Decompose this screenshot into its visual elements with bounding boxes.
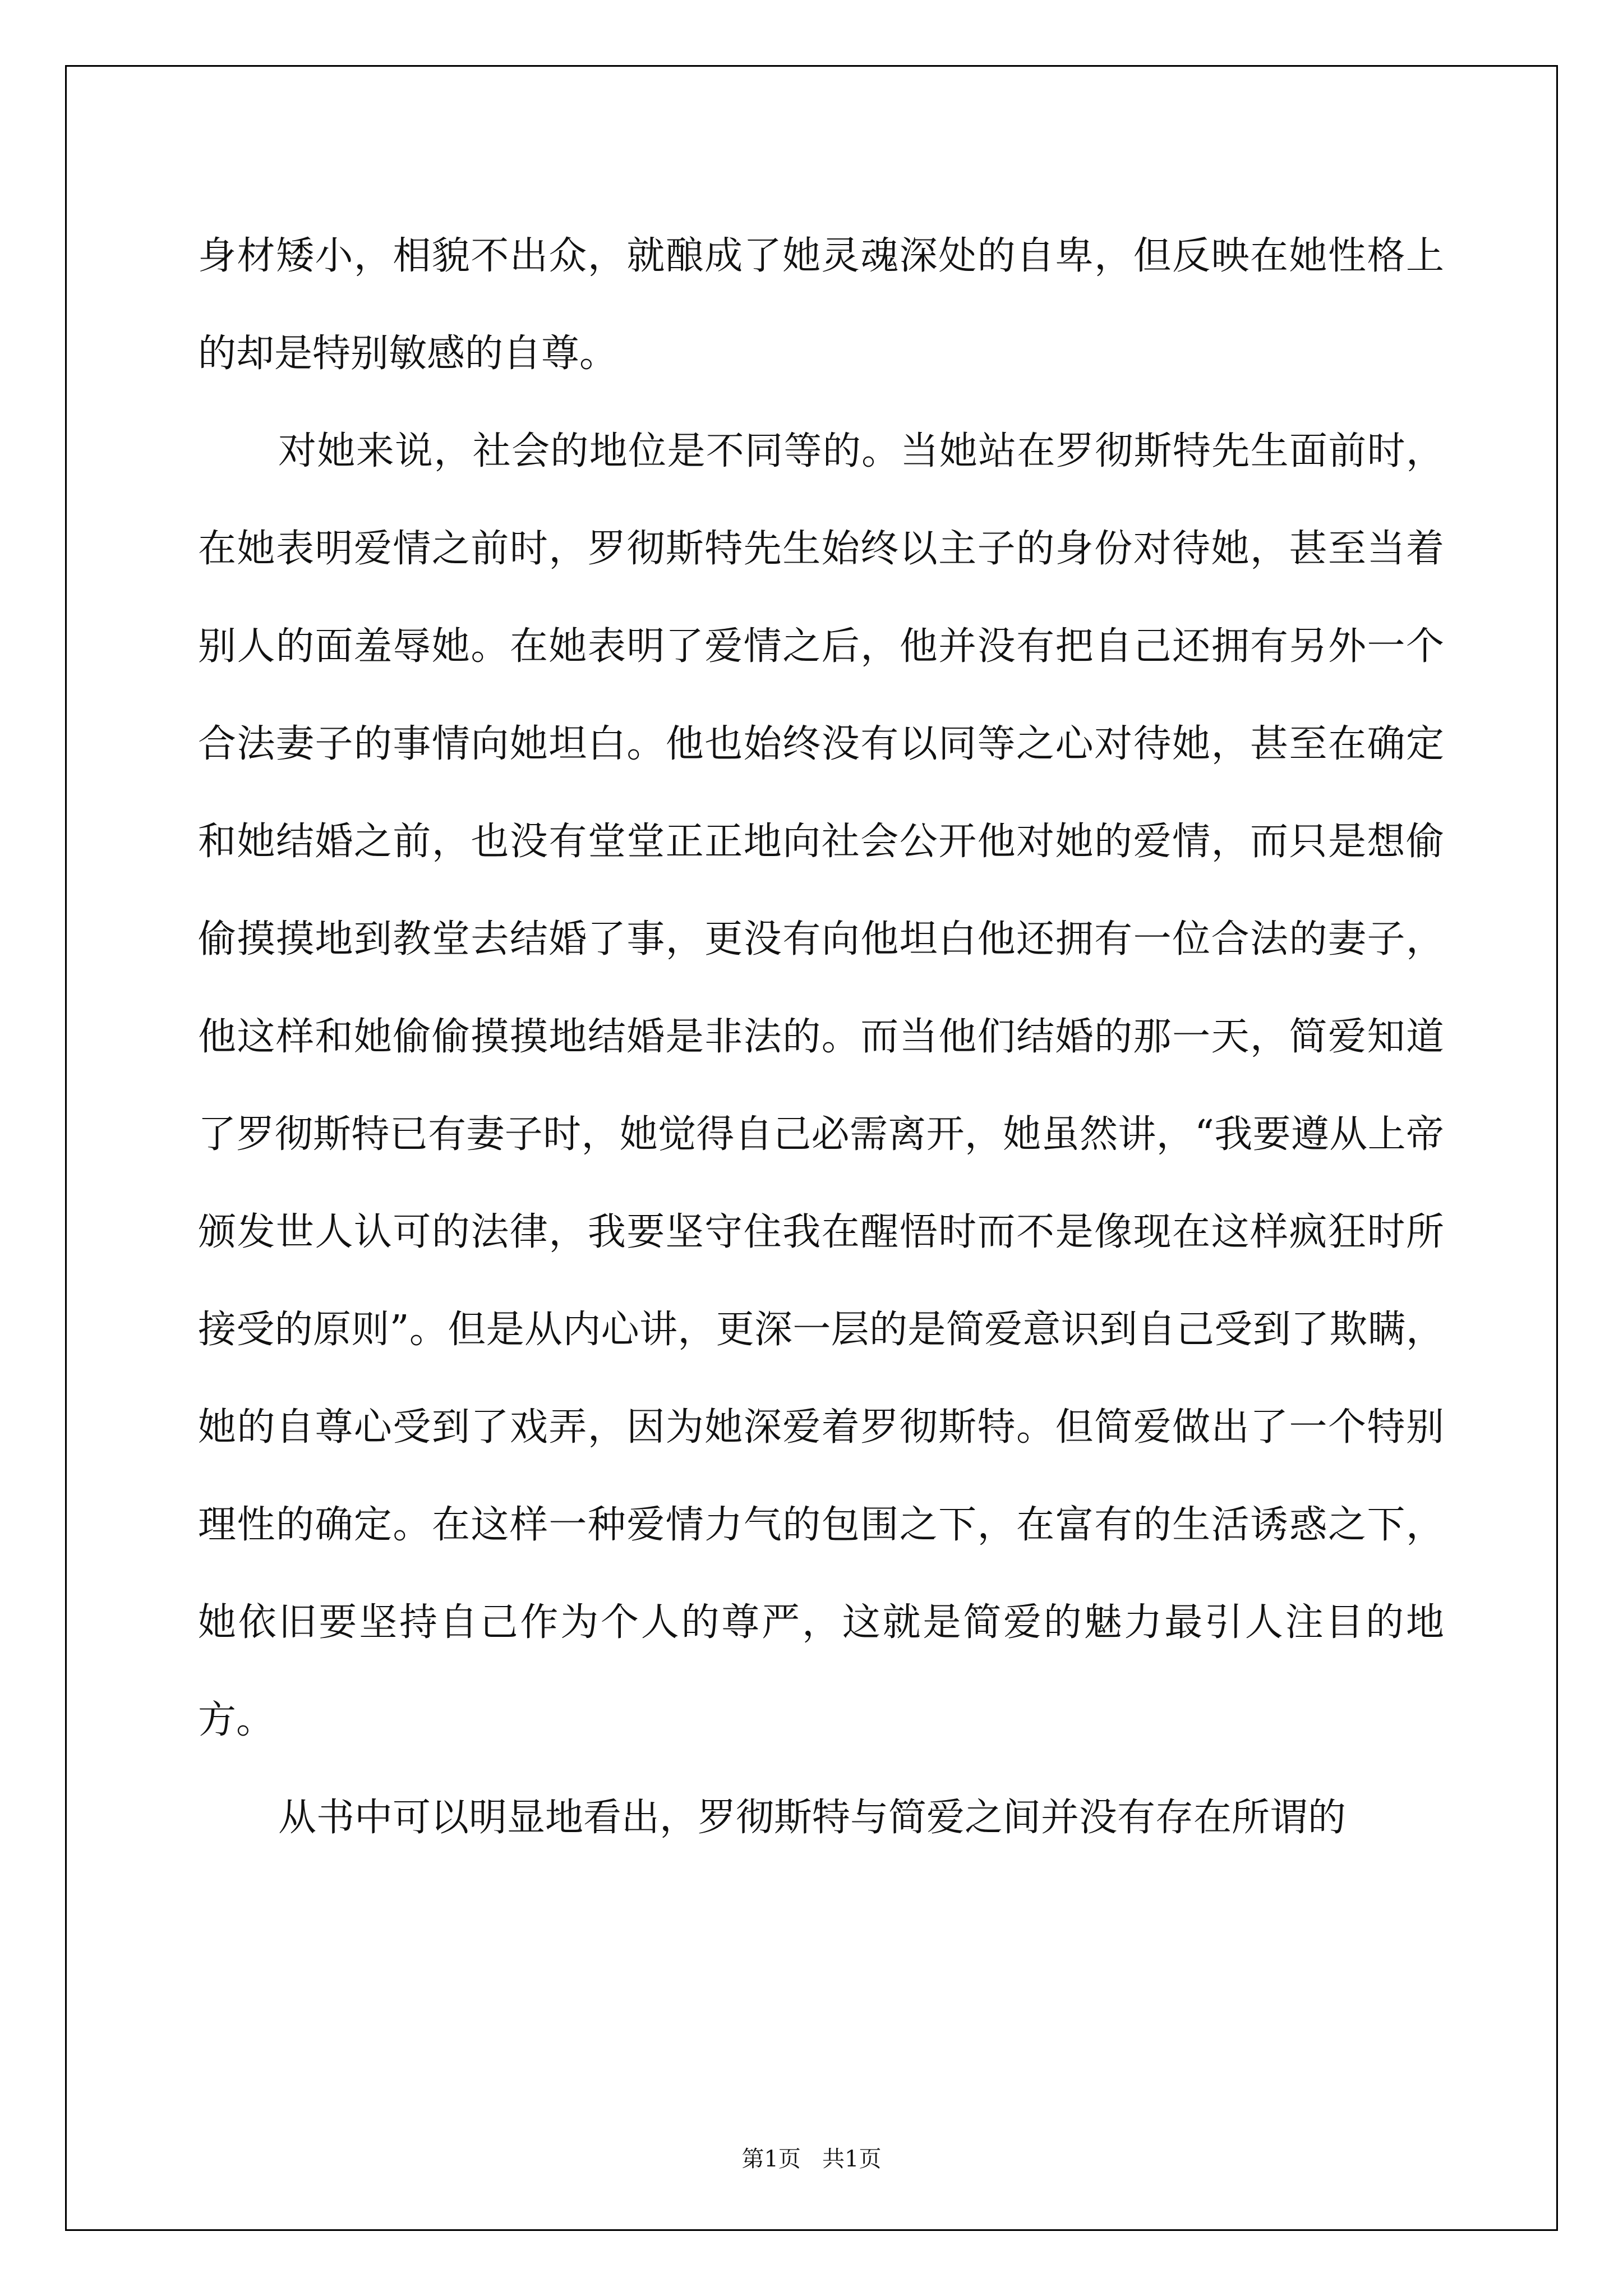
paragraph-2: 对她来说，社会的地位是不同等的。当她站在罗彻斯特先生面前时，在她表明爱情之前时，罗彻斯特先生始终以主子的身份对待她，甚至当着别人的面羞辱她。在她表明了爱情之后，他并没有把自己还拥有另外一个合法妻子的事情向她坦白。他也始终没有以同等之心对待她，甚至在确定和她结婚之前，也没有堂堂正正地向社会公开他对她的爱情，而只是想偷偷摸摸地到教堂去结婚了事，更没有向他坦白他还拥有一位合法的妻子，他这样和她偷偷摸摸地结婚是非法的。而当他们结婚的那一天，简爱知道了罗彻斯特已有妻子时，她觉得自己必需离开，她虽然讲，“我要遵从上帝颁发世人认可的法律，我要坚守住我在醒悟时而不是像现在这样疯狂时所接受的原则”。但是从内心讲，更深一层的是简爱意识到自己受到了欺瞒，她的自尊心受到了戏弄，因为她深爱着罗彻斯特。但简爱做出了一个特别理性的确定。在这样一种爱情力气的包围之下，在富有的生活诱惑之下，她依旧要坚持自己作为个人的尊严，这就是简爱的魅力最引人注目的地方。 bbox=[198, 429, 1444, 1742]
paragraph-1: 身材矮小，相貌不出众，就酿成了她灵魂深处的自卑，但反映在她性格上的却是特别敏感的自尊。 bbox=[198, 234, 1444, 376]
paragraph-3: 从书中可以明显地看出，罗彻斯特与简爱之间并没有存在所谓的 bbox=[278, 1796, 1347, 1840]
document-body bbox=[198, 208, 1444, 1867]
page-number-footer: 第1页 共1页 bbox=[741, 2146, 882, 2172]
